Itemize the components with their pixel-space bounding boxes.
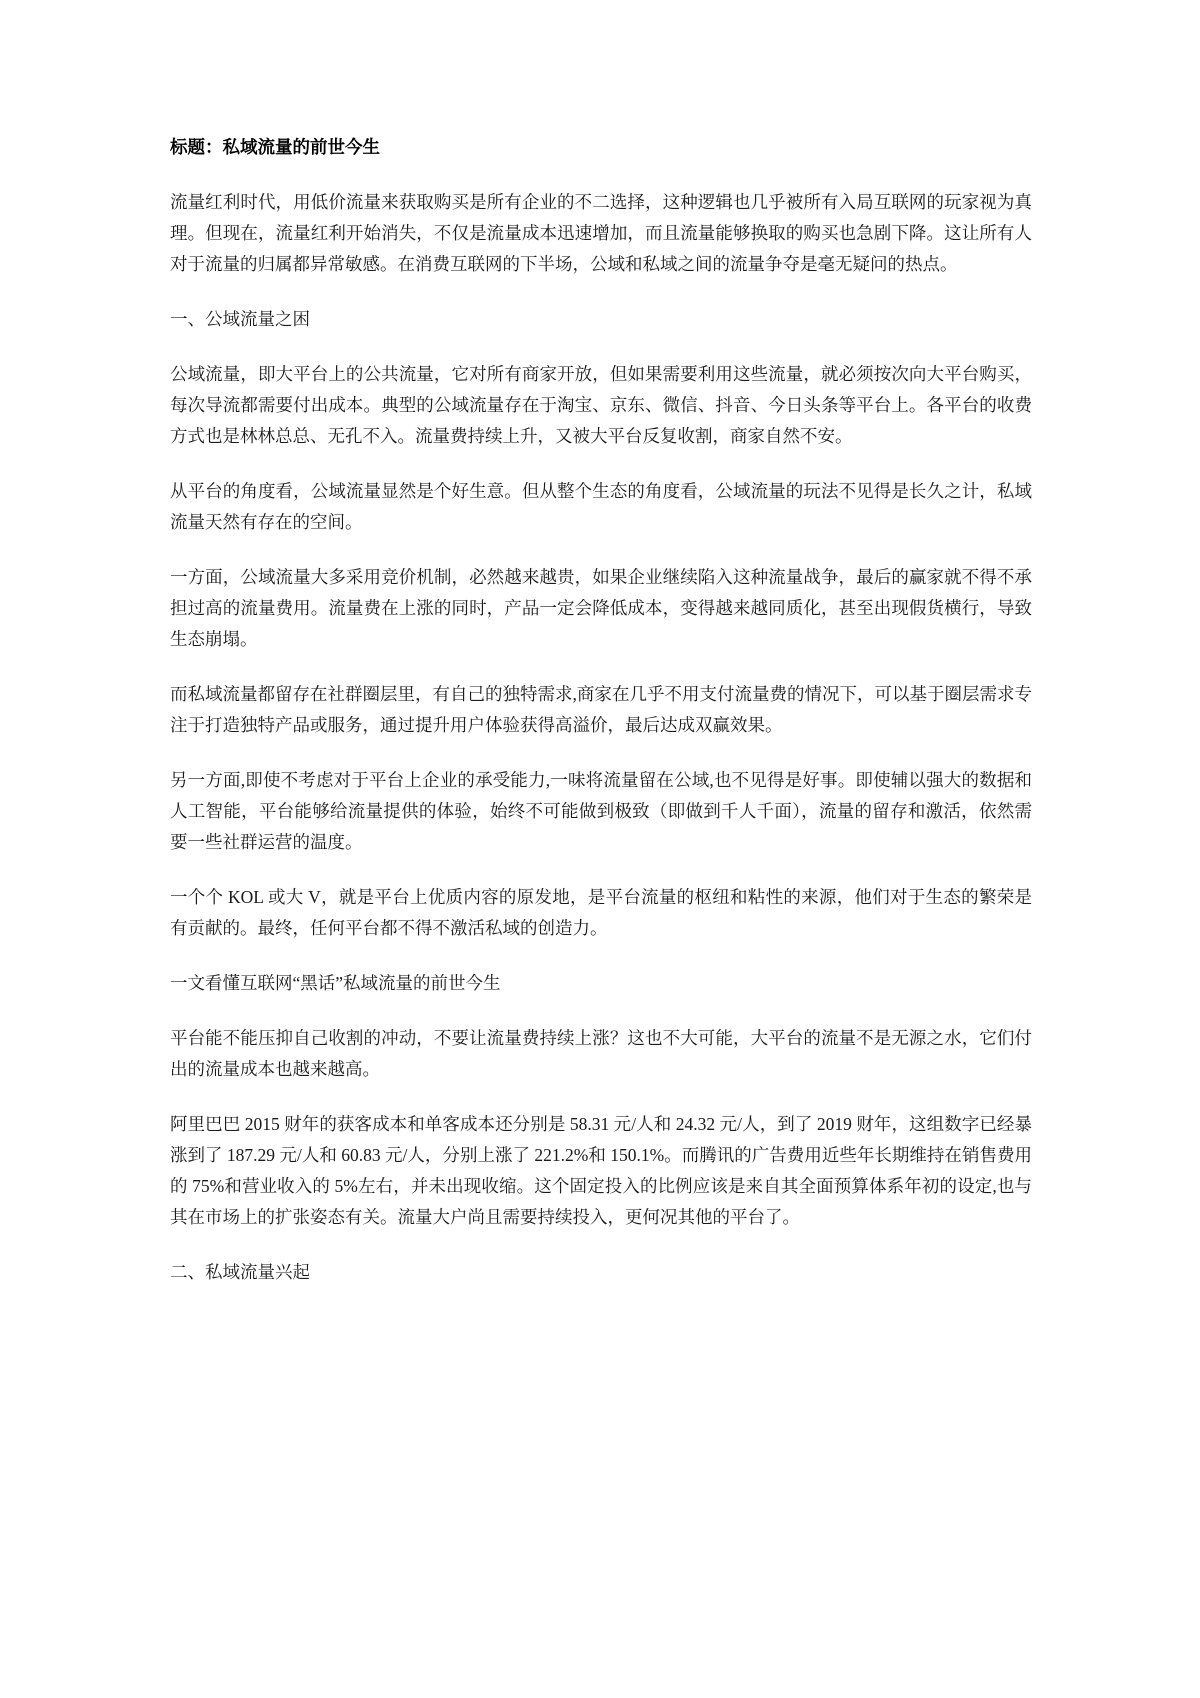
paragraph-alibaba-costs: 阿里巴巴 2015 财年的获客成本和单客成本还分别是 58.31 元/人和 24.32 元/人，到了 2019 财年，这组数字已经暴涨到了 187.29 元/人和 60.83 元/人，分别上涨了 221.2%和 150.1%。而腾讯的广告费用近些年长期维持在销售费用的 75%和营业收入的 5%左右，并未出现收缩。这个固定投入的比例应该是来自其全面预算体系年初的设定,也与其在市场上的扩张姿态有关。流量大户尚且需要持续投入，更何况其他的平台了。 xyxy=(170,1114,1032,1227)
paragraph-platform-impulse: 平台能不能压抑自己收割的冲动，不要让流量费持续上涨？这也不大可能，大平台的流量不是无源之水，它们付出的流量成本也越来越高。 xyxy=(170,1028,1032,1079)
paragraph-private-traffic-community: 而私域流量都留存在社群圈层里，有自己的独特需求,商家在几乎不用支付流量费的情况下，可以基于圈层需求专注于打造独特产品或服务，通过提升用户体验获得高溢价，最后达成双赢效果。 xyxy=(170,684,1032,735)
document-title: 标题：私域流量的前世今生 xyxy=(170,137,380,157)
section-heading-public-traffic: 一、公域流量之困 xyxy=(170,309,310,329)
paragraph-intro: 流量红利时代，用低价流量来获取购买是所有企业的不二选择，这种逻辑也几乎被所有入局互联网的玩家视为真理。但现在，流量红利开始消失，不仅是流量成本迅速增加，而且流量能够换取的购买也急剧下降。这让所有人对于流量的归属都异常敏感。在消费互联网的下半场，公域和私域之间的流量争夺是毫无疑问的热点。 xyxy=(170,192,1032,274)
paragraph-bidding-mechanism: 一方面，公域流量大多采用竞价机制，必然越来越贵，如果企业继续陷入这种流量战争，最后的赢家就不得不承担过高的流量费用。流量费在上涨的同时，产品一定会降低成本，变得越来越同质化，甚至出现假货横行，导致生态崩塌。 xyxy=(170,567,1032,649)
paragraph-public-traffic-definition: 公域流量，即大平台上的公共流量，它对所有商家开放，但如果需要利用这些流量，就必须按次向大平台购买，每次导流都需要付出成本。典型的公域流量存在于淘宝、京东、微信、抖音、今日头条等平台上。各平台的收费方式也是林林总总、无孔不入。流量费持续上升，又被大平台反复收割，商家自然不安。 xyxy=(170,364,1032,446)
paragraph-one-article: 一文看懂互联网“黑话”私域流量的前世今生 xyxy=(170,973,501,993)
paragraph-kol: 一个个 KOL 或大 V，就是平台上优质内容的原发地，是平台流量的枢纽和粘性的来源，他们对于生态的繁荣是有贡献的。最终，任何平台都不得不激活私域的创造力。 xyxy=(170,887,1032,938)
section-heading-private-traffic-rise: 二、私域流量兴起 xyxy=(170,1262,310,1282)
paragraph-platform-perspective: 从平台的角度看，公域流量显然是个好生意。但从整个生态的角度看，公域流量的玩法不见得是长久之计，私域流量天然有存在的空间。 xyxy=(170,481,1032,532)
paragraph-other-hand: 另一方面,即使不考虑对于平台上企业的承受能力,一味将流量留在公域,也不见得是好事。即使辅以强大的数据和人工智能，平台能够给流量提供的体验，始终不可能做到极致（即做到千人千面），流量的留存和激活，依然需要一些社群运营的温度。 xyxy=(170,770,1032,852)
